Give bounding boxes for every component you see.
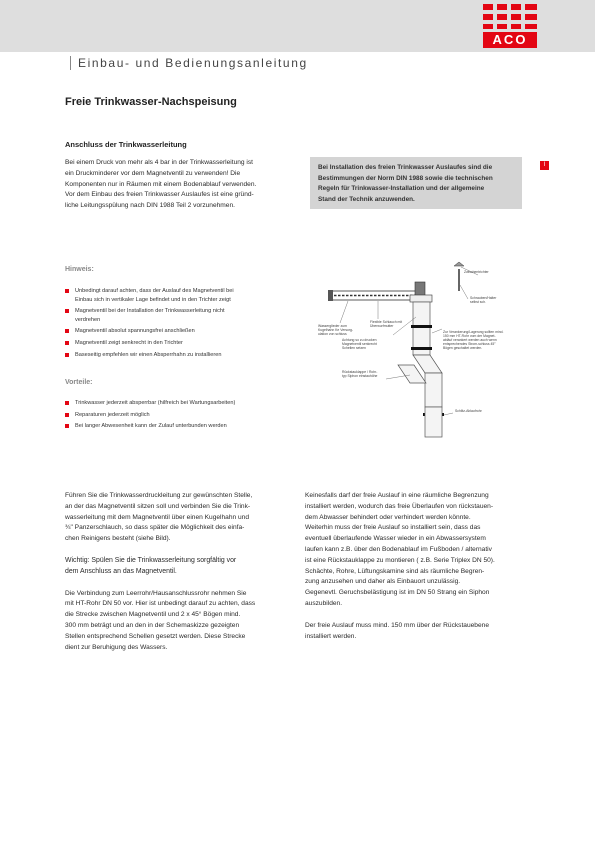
label-bodenablauf: Schlitz-Ablaufrohr bbox=[455, 409, 482, 413]
text-line: Stand der Technik anzuwenden. bbox=[318, 195, 415, 203]
pipe-clamp bbox=[411, 347, 432, 350]
paragraph-installation-rules: Keinesfalls darf der freie Auslauf in eine räumliche Begrenzung installiert werden, wodurch das freie Überlaufen von rückstauen- dem Abwasser behindert oder verhindert werden könnte. Weiterhin muss der freie Auslauf so installiert sein, dass das eventuell überlaufende Wasser wieder in ein Abwassersystem laufen kann z.B. über den Bodenablauf im Fußboden / alternativ ist eine Rückstauklappe zu montieren ( z.B. Serie Triplex DN 50). Schächte, Rohre, Lüftungskamine sind als räumliche Begren- zung anzusehen und daher als Einbauort unzulässig. Gegenevtl. Geruchsbelästigung ist im DN 50 Strang ein Siphon auszubilden. bbox=[305, 492, 495, 607]
language-marker: I bbox=[540, 161, 549, 170]
label-wasserfuehrung-3: ulation von schluss bbox=[318, 332, 347, 336]
label-wasserfuehrung-1: Wasserglieder zum bbox=[318, 324, 347, 328]
paragraph-ht-pipe: Die Verbindung zum Leerrohr/Hausanschlussrohr nehmen Sie mit HT-Rohr DN 50 vor. Hier ist unbedingt darauf zu achten, dass die Strecke zwischen Magnetventil und 2 x 45° Bögen mind. 300 mm beträgt und an den in der Schemaskizze gezeigten Stellen entsprechend Schellen gesetzt werden. Diese Strecke dient zur Beruhigung des Wassers. bbox=[65, 589, 256, 651]
bullet-icon bbox=[65, 413, 69, 417]
subtitle-divider bbox=[70, 56, 71, 70]
logo-text: ACO bbox=[483, 32, 537, 48]
list-item: Magnetventil bei der Installation der Trinkwasserleitung nicht verdrehen bbox=[65, 307, 315, 324]
din-note-box bbox=[310, 157, 522, 209]
label-sicherheit-3: abläuf verankert werden auch wenn bbox=[443, 338, 497, 342]
label-anleitung-2: Magnetventil senkrecht bbox=[342, 342, 377, 346]
label-schrauben: Schrauben/Halter bbox=[470, 296, 497, 300]
label-sicherheit-1: Zur Verankerung/Lagerung sollten mind. bbox=[443, 330, 504, 334]
label-zwischentrichter: Zwischentrichter bbox=[464, 270, 489, 274]
list-item: Magnetventil zeigt senkrecht in den Trichter bbox=[65, 339, 315, 348]
section-heading: Anschluss der Trinkwasserleitung bbox=[65, 140, 187, 149]
drain-pipe-lower bbox=[425, 373, 442, 407]
text-line: Regeln für Trinkwasser-Installation und der allgemeine bbox=[318, 185, 485, 192]
paragraph-minimum-height: Der freie Auslauf muss mind. 150 mm über der Rückstauebene installiert werden. bbox=[305, 621, 489, 640]
bullet-icon bbox=[65, 401, 69, 405]
label-wasserfuehrung-2: Kugelhahn Ke Versorg- bbox=[318, 328, 354, 332]
bullet-icon bbox=[65, 353, 69, 357]
label-rueckstau-1: Rückstauklappe / Rohr- bbox=[342, 370, 378, 374]
text-line: Bestimmungen der Norm DIN 1988 sowie die technischen bbox=[318, 174, 493, 182]
document-subtitle: Einbau- und Bedienungsanleitung bbox=[78, 56, 308, 70]
text-line: Bei Installation des freien Trinkwasser Auslaufes sind die bbox=[318, 164, 493, 171]
solenoid-valve bbox=[415, 282, 425, 296]
label-flexible-2: Überwurfmutter bbox=[370, 324, 394, 328]
text-line: liche Leitungsspülung nach DIN 1988 Teil 2 vorzunehmen. bbox=[65, 202, 235, 210]
left-column bbox=[65, 491, 297, 653]
label-sicherheit-2: 150 mm HT-Rohr vom der Magnet- bbox=[443, 334, 496, 338]
paragraph-connection: Führen Sie die Trinkwasserdruckleitung zur gewünschten Stelle, an der das Magnetventil sitzen soll und verbinden Sie die Trink- wasserleitung mit dem Magnetventil über einen Kugelhahn und ¾" Panzerschlauch, so dass später die Möglichkeit des einfa- chen Reinigens besteht (siehe Bild). bbox=[65, 492, 253, 543]
intro-paragraph bbox=[65, 158, 305, 212]
valve-body bbox=[410, 295, 432, 302]
list-item: Unbedingt darauf achten, dass der Auslauf des Magnetventil bei Einbau sich in vertikaler Lage befindet und in den Trichter zeigt bbox=[65, 287, 315, 304]
advantages-label: Vorteile: bbox=[65, 379, 93, 386]
tundish-top bbox=[454, 262, 464, 266]
bullet-icon bbox=[65, 424, 69, 428]
list-item: Magnetventil absolut spannungsfrei anschließen bbox=[65, 327, 315, 336]
label-flexible-1: Flexible Schlauch mit bbox=[370, 320, 403, 324]
ball-valve bbox=[328, 290, 333, 301]
label-anleitung-3: Schellen setzen bbox=[342, 346, 366, 350]
label-anleitung-1: Achtung so zu drucken bbox=[342, 338, 377, 342]
logo-grid bbox=[483, 4, 537, 32]
list-item: Trinkwasser jederzeit absperrbar (hilfreich bei Wartungsarbeiten) bbox=[65, 399, 315, 408]
text-line: Komponenten nur in Räumen mit einem Bodenablauf verwenden. bbox=[65, 180, 257, 188]
bullet-icon bbox=[65, 341, 69, 345]
right-column bbox=[305, 491, 537, 642]
installation-diagram bbox=[318, 255, 536, 445]
list-item: Bei langer Abwesenheit kann der Zulauf unterbunden werden bbox=[65, 422, 315, 431]
tundish-neck bbox=[458, 269, 460, 291]
list-item: Baseseitig empfehlen wir einen Absperrhahn zu installieren bbox=[65, 351, 315, 360]
hints-list bbox=[65, 287, 315, 359]
advantages-list bbox=[65, 399, 315, 431]
label-rueckstau-2: typ Siphon einstauhöhe bbox=[342, 374, 378, 378]
label-sicherheit-5: Bögen geschaltet werden. bbox=[443, 346, 483, 350]
text-line: Bei einem Druck von mehr als 4 bar in der Trinkwasserleitung ist bbox=[65, 159, 253, 166]
drain-pipe-bottom bbox=[425, 407, 442, 437]
text-line: Vor dem Einbau des freien Trinkwasser Auslaufes ist eine gründ- bbox=[65, 191, 254, 199]
page-title: Freie Trinkwasser-Nachspeisung bbox=[65, 96, 237, 108]
bullet-icon bbox=[65, 309, 69, 313]
aco-logo bbox=[483, 4, 537, 48]
bullet-icon bbox=[65, 289, 69, 293]
paragraph-important: Wichtig: Spülen Sie die Trinkwasserleitung sorgfältig vor dem Anschluss an das Magnetventil. bbox=[65, 556, 237, 575]
bullet-icon bbox=[65, 329, 69, 333]
list-item: Reparaturen jederzeit möglich bbox=[65, 411, 315, 420]
hints-label: Hinweis: bbox=[65, 266, 94, 273]
label-sicherheit-4: entsprechendes Strom-schluss 45° bbox=[443, 342, 496, 346]
text-line: ein Druckminderer vor dem Magnetventil zu verwenden! Die bbox=[65, 169, 241, 177]
label-schrauben-2: selbst sch. bbox=[470, 300, 487, 304]
pipe-clamp bbox=[411, 325, 432, 328]
